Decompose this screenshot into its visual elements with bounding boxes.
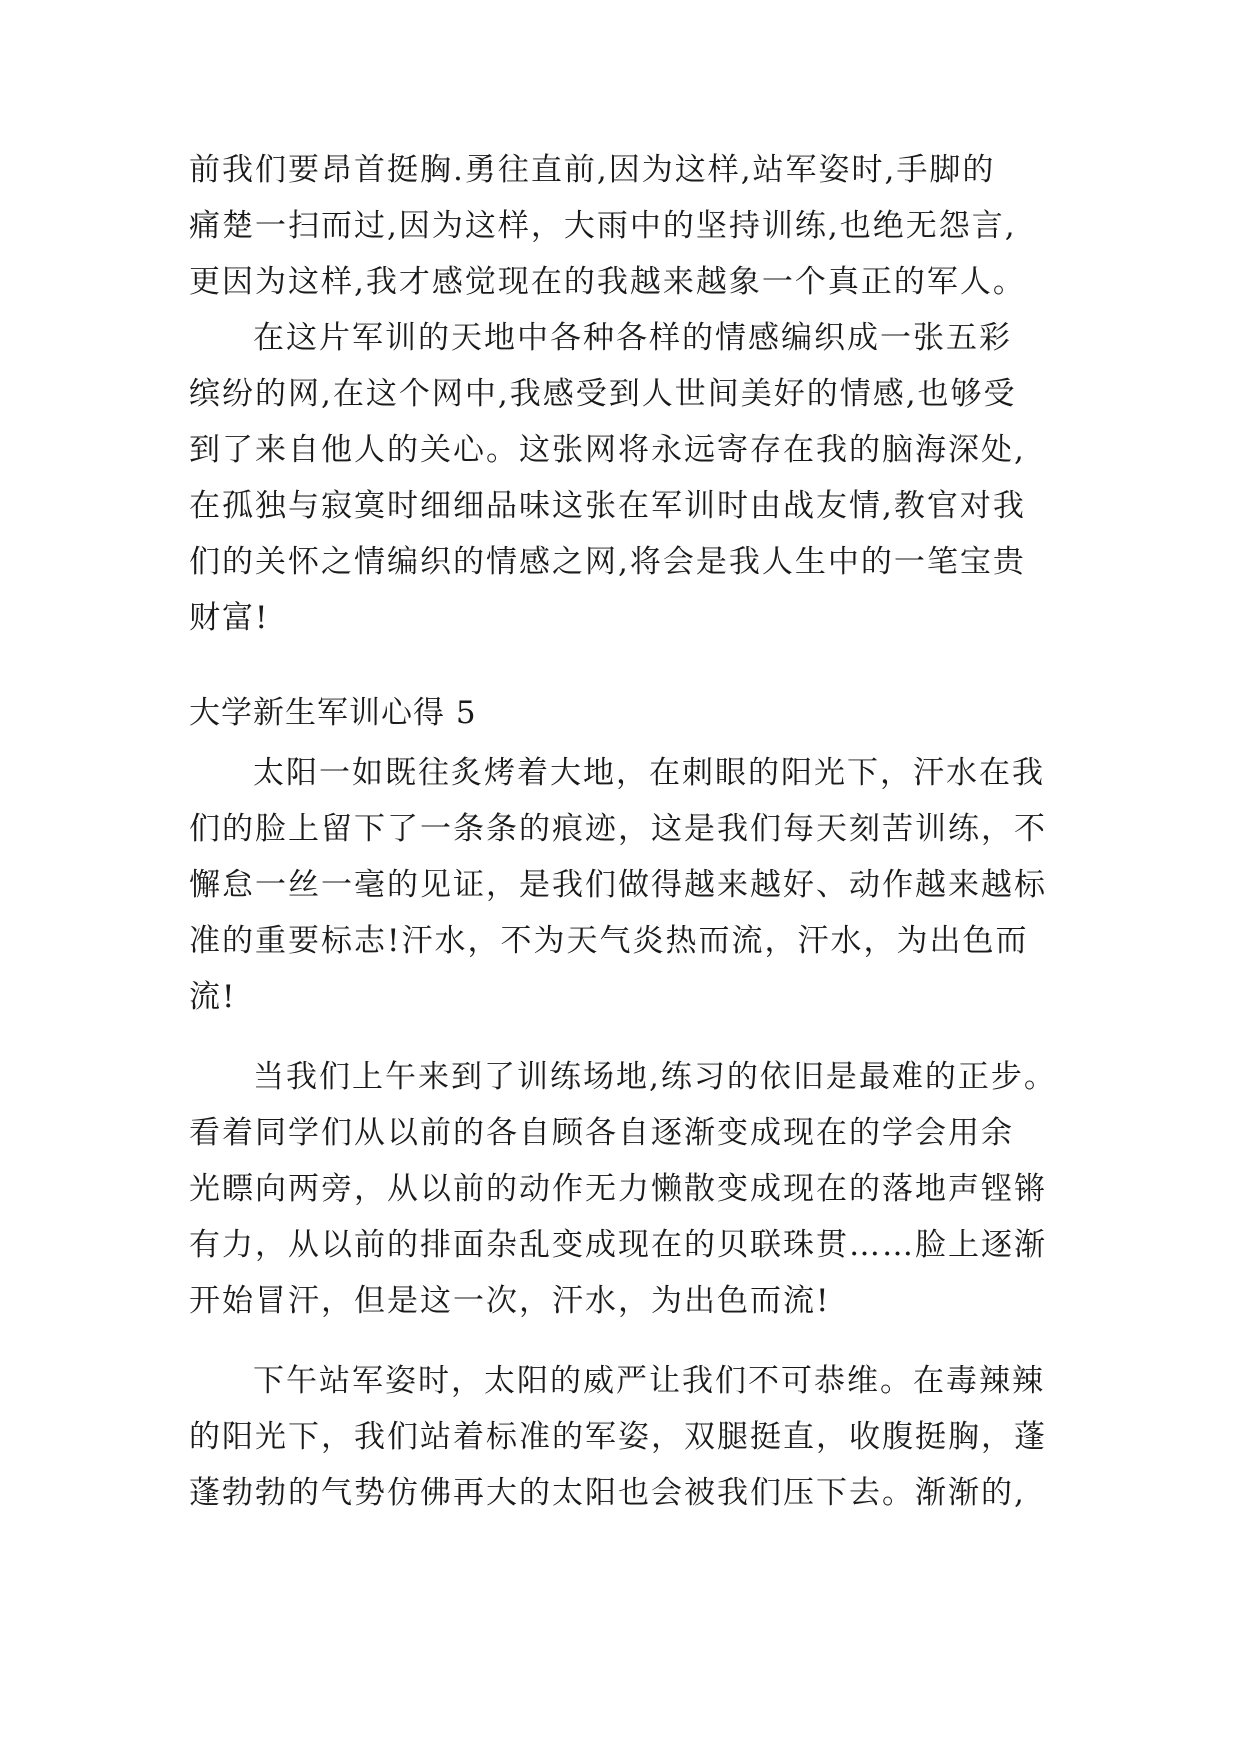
paragraph-line: 的阳光下，我们站着标准的军姿，双腿挺直，收腹挺胸，蓬: [189, 1419, 1047, 1455]
paragraph-line: 当我们上午来到了训练场地,练习的依旧是最难的正步。: [253, 1059, 1057, 1095]
paragraph-line: 在这片军训的天地中各种各样的情感编织成一张五彩: [253, 320, 1012, 356]
paragraph-line: 前我们要昂首挺胸.勇往直前,因为这样,站军姿时,手脚的: [189, 152, 996, 188]
paragraph-line: 财富!: [189, 600, 270, 636]
paragraph-line: 缤纷的网,在这个网中,我感受到人世间美好的情感,也够受: [189, 376, 1017, 412]
paragraph-line: 光瞟向两旁，从以前的动作无力懒散变成现在的落地声铿锵: [189, 1171, 1047, 1207]
paragraph-line: 准的重要标志!汗水，不为天气炎热而流，汗水，为出色而: [189, 923, 1029, 959]
paragraph-line: 们的脸上留下了一条条的痕迹，这是我们每天刻苦训练，不: [189, 811, 1047, 847]
section-heading: 大学新生军训心得 5: [189, 695, 477, 731]
paragraph-line: 看着同学们从以前的各自顾各自逐渐变成现在的学会用余: [189, 1115, 1014, 1151]
paragraph-line: 太阳一如既往炙烤着大地，在刺眼的阳光下，汗水在我: [253, 755, 1045, 791]
paragraph-line: 到了来自他人的关心。这张网将永远寄存在我的脑海深处,: [189, 432, 1026, 468]
paragraph-line: 在孤独与寂寞时细细品味这张在军训时由战友情,教官对我: [189, 488, 1026, 524]
paragraph-line: 有力，从以前的排面杂乱变成现在的贝联珠贯……脸上逐渐: [189, 1227, 1047, 1263]
paragraph-line: 流!: [189, 979, 237, 1015]
paragraph-line: 下午站军姿时，太阳的威严让我们不可恭维。在毒辣辣: [253, 1363, 1045, 1399]
paragraph-line: 们的关怀之情编织的情感之网,将会是我人生中的一笔宝贵: [189, 544, 1026, 580]
paragraph-line: 懈怠一丝一毫的见证，是我们做得越来越好、动作越来越标: [189, 867, 1047, 903]
paragraph-line: 痛楚一扫而过,因为这样，大雨中的坚持训练,也绝无怨言,: [189, 208, 1017, 244]
paragraph-line: 蓬勃勃的气势仿佛再大的太阳也会被我们压下去。渐渐的,: [189, 1475, 1026, 1511]
paragraph-line: 开始冒汗，但是这一次，汗水，为出色而流!: [189, 1283, 831, 1319]
paragraph-line: 更因为这样,我才感觉现在的我越来越象一个真正的军人。: [189, 264, 1026, 300]
